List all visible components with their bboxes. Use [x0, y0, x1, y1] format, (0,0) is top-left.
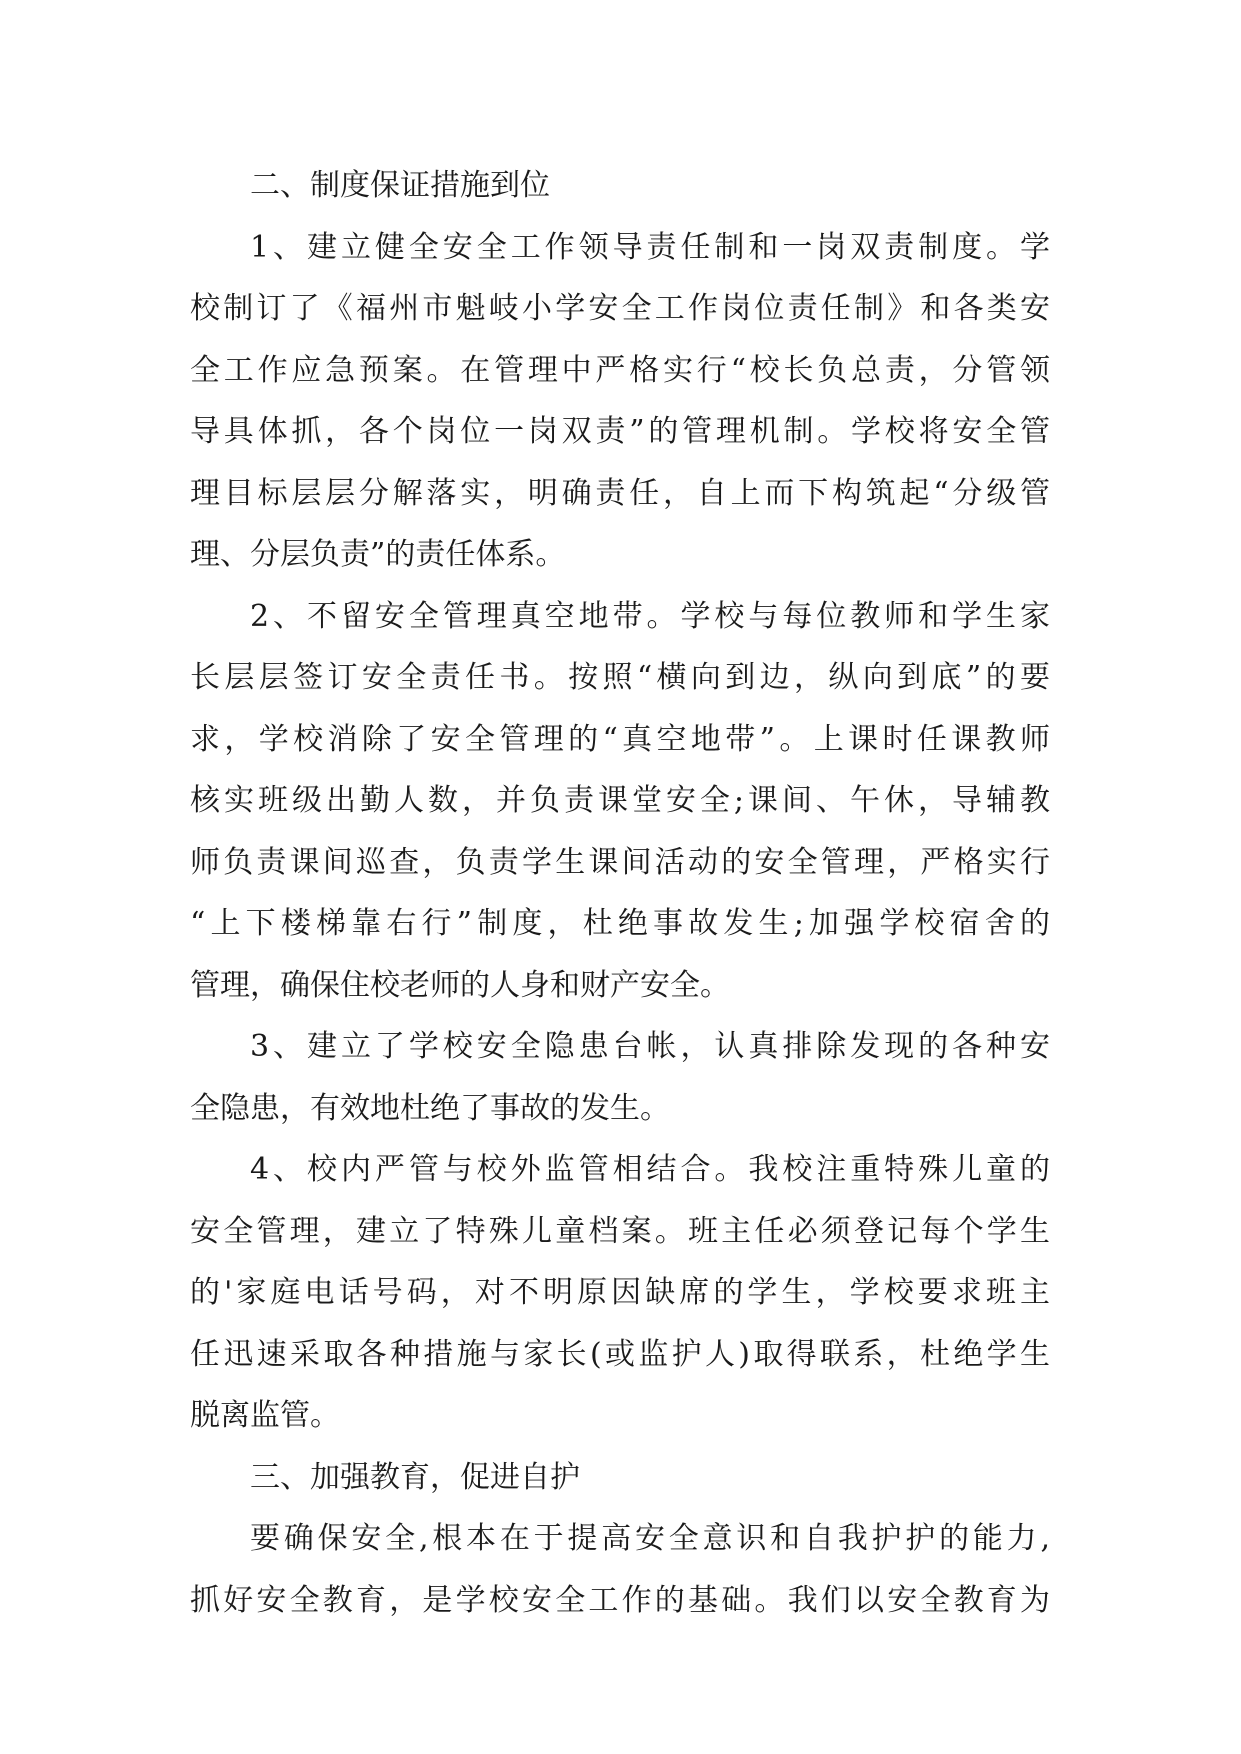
text-line: 导具体抓，各个岗位一岗双责”的管理机制。学校将安全管 — [190, 414, 1050, 449]
text-line: 理目标层层分解落实，明确责任，自上而下构筑起“分级管 — [190, 475, 1050, 511]
text-line: 理、分层负责”的责任体系。 — [190, 537, 566, 572]
text-line: 要确保安全,根本在于提高安全意识和自我护护的能力, — [250, 1521, 1050, 1556]
text-line: 全隐患，有效地杜绝了事故的发生。 — [190, 1090, 670, 1126]
text-line: 安全管理，建立了特殊儿童档案。班主任必须登记每个学生 — [190, 1213, 1050, 1249]
text-line: 抓好安全教育，是学校安全工作的基础。我们以安全教育为 — [190, 1582, 1050, 1618]
document-body — [190, 155, 1050, 1631]
text-line: 校制订了《福州市魁岐小学安全工作岗位责任制》和各类安 — [190, 291, 1050, 326]
text-line: 管理，确保住校老师的人身和财产安全。 — [190, 967, 730, 1003]
text-line: 师负责课间巡查，负责学生课间活动的安全管理，严格实行 — [190, 844, 1050, 880]
text-line: 1、建立健全安全工作领导责任制和一岗双责制度。学 — [250, 229, 1050, 265]
text-line: 3、建立了学校安全隐患台帐，认真排除发现的各种安 — [250, 1029, 1050, 1064]
text-line: 二、制度保证措施到位 — [250, 168, 550, 203]
text-line: 的'家庭电话号码，对不明原因缺席的学生，学校要求班主 — [190, 1275, 1050, 1310]
text-line: 脱离监管。 — [190, 1398, 340, 1433]
text-line: “上下楼梯靠右行”制度，杜绝事故发生;加强学校宿舍的 — [190, 906, 1050, 941]
text-line: 全工作应急预案。在管理中严格实行“校长负总责，分管领 — [190, 352, 1050, 388]
text-line: 长层层签订安全责任书。按照“横向到边，纵向到底”的要 — [190, 660, 1050, 695]
text-line: 核实班级出勤人数，并负责课堂安全;课间、午休，导辅教 — [190, 783, 1050, 818]
document-page — [190, 155, 1050, 1631]
text-line: 任迅速采取各种措施与家长(或监护人)取得联系，杜绝学生 — [190, 1336, 1050, 1372]
text-line: 4、校内严管与校外监管相结合。我校注重特殊儿童的 — [250, 1152, 1050, 1187]
text-line: 三、加强教育，促进自护 — [250, 1459, 580, 1495]
text-line: 2、不留安全管理真空地带。学校与每位教师和学生家 — [250, 598, 1050, 634]
text-line: 求，学校消除了安全管理的“真空地带”。上课时任课教师 — [190, 721, 1050, 757]
